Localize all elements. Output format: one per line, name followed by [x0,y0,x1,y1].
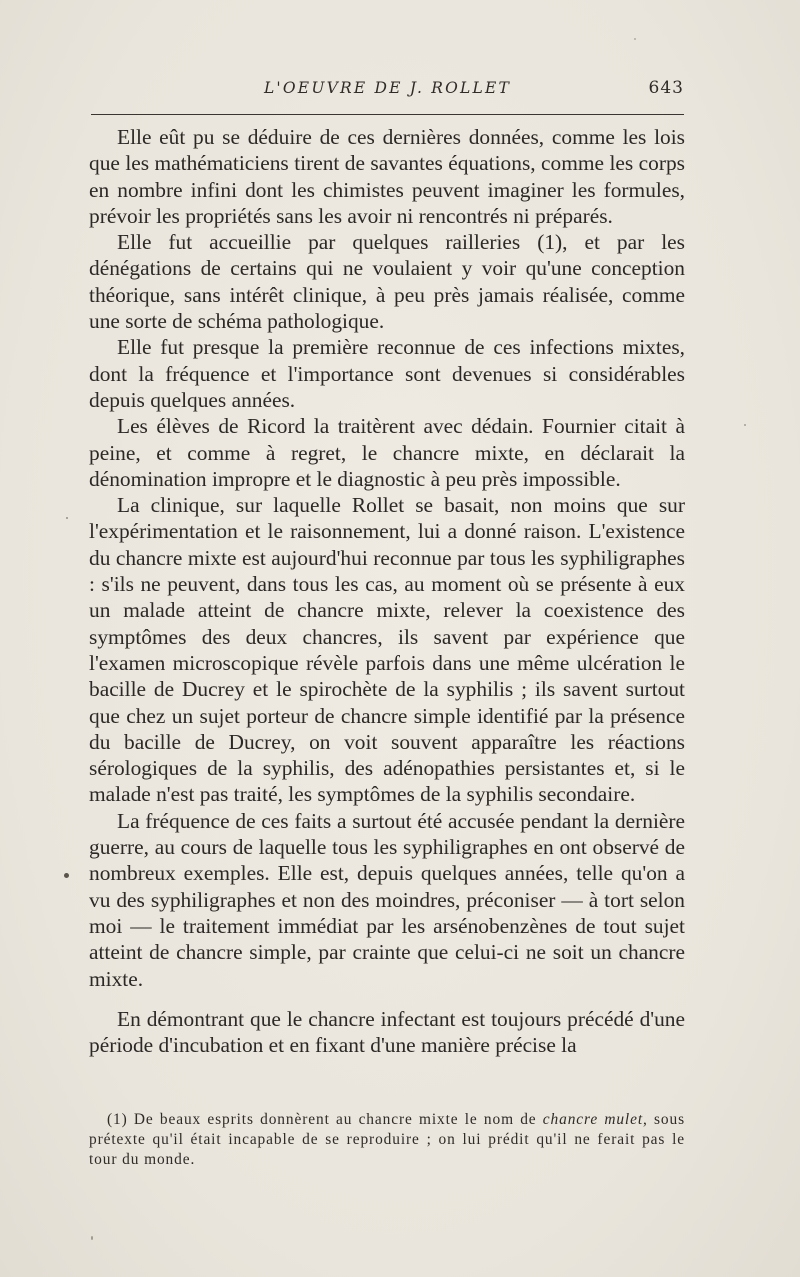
footnote-text [89,1110,685,1170]
paragraph: Elle eût pu se déduire de ces dernières données, comme les lois que les mathématiciens tirent de savantes équations, comme les corps en nombre infini dont les chimistes peuvent imaginer les formules, prévoir les propriétés sans les avoir ni rencontrés ni préparés. [89,125,685,228]
paragraph: La clinique, sur laquelle Rollet se basait, non moins que sur l'expérimentation et le raisonnement, lui a donné raison. L'existence du chancre mixte est aujourd'hui reconnue par tous les syphiligraphes : s'ils ne peuvent, dans tous les cas, au moment où se présente à eux un malade atteint de chancre mixte, relever la coexistence des symptômes des deux chancres, ils savent par expérience que l'examen microscopique révèle parfois dans une même ulcération le bacille de Ducrey et le spirochète de la syphilis ; ils savent surtout que chez un sujet porteur de chancre simple identifié par la présence du bacille de Ducrey, on voit souvent apparaître les réactions sérologiques de la syphilis, des adénopathies persistantes et, si le malade n'est pas traité, les symptômes de la syphilis secondaire. [89,493,685,807]
page-number: 643 [648,78,684,98]
running-header [91,78,684,104]
footnote-emphasis: chancre mulet [542,1111,644,1128]
paragraph: Elle fut accueillie par quelques railleries (1), et par les dénégations de certains qui ne voulaient y voir qu'une conception théorique, sans intérêt clinique, à peu près jamais réalisée, comme une sorte de schéma pathologique. [89,230,685,334]
footnote [89,1110,685,1170]
footnote-marker: (1) [107,1111,128,1128]
footnote-text-after: , sous prétexte qu'il était incapable de se reproduire ; on lui prédit qu'il ne ferait pas le tour du monde. [89,1111,685,1168]
paper-speck [91,1236,93,1240]
running-title: L'OEUVRE DE J. ROLLET [263,79,512,97]
paragraph: Elle fut presque la première reconnue de ces infections mixtes, dont la fréquence et l'importance sont devenues si considérables depuis quelques années. [89,335,685,412]
header-rule [91,114,684,115]
paper-speck [744,424,746,426]
paper-speck [634,38,636,40]
paper-speck [66,517,68,519]
paragraph: La fréquence de ces faits a surtout été accusée pendant la dernière guerre, au cours de laquelle tous les syphiligraphes en ont observé de nombreux exemples. Elle est, depuis quelques années, telle qu'on a vu des syphiligraphes et non des moindres, préconiser — à tort selon moi — le traitement immédiat par les arsénobenzènes de tout sujet atteint de chancre simple, par crainte que celui-ci ne soit un chancre mixte. [89,808,685,991]
paper-speck [64,873,69,878]
footnote-text-before: De beaux esprits donnèrent au chancre mixte le nom de [133,1111,537,1128]
paragraph: Les élèves de Ricord la traitèrent avec dédain. Fournier citait à peine, et comme à regret, le chancre mixte, en déclarait la dénomination impropre et le diagnostic à peu près impossible. [89,414,685,491]
body-text [89,124,685,1058]
paragraph: En démontrant que le chancre infectant est toujours précédé d'une période d'incubation et en fixant d'une manière précise la [89,1006,685,1058]
